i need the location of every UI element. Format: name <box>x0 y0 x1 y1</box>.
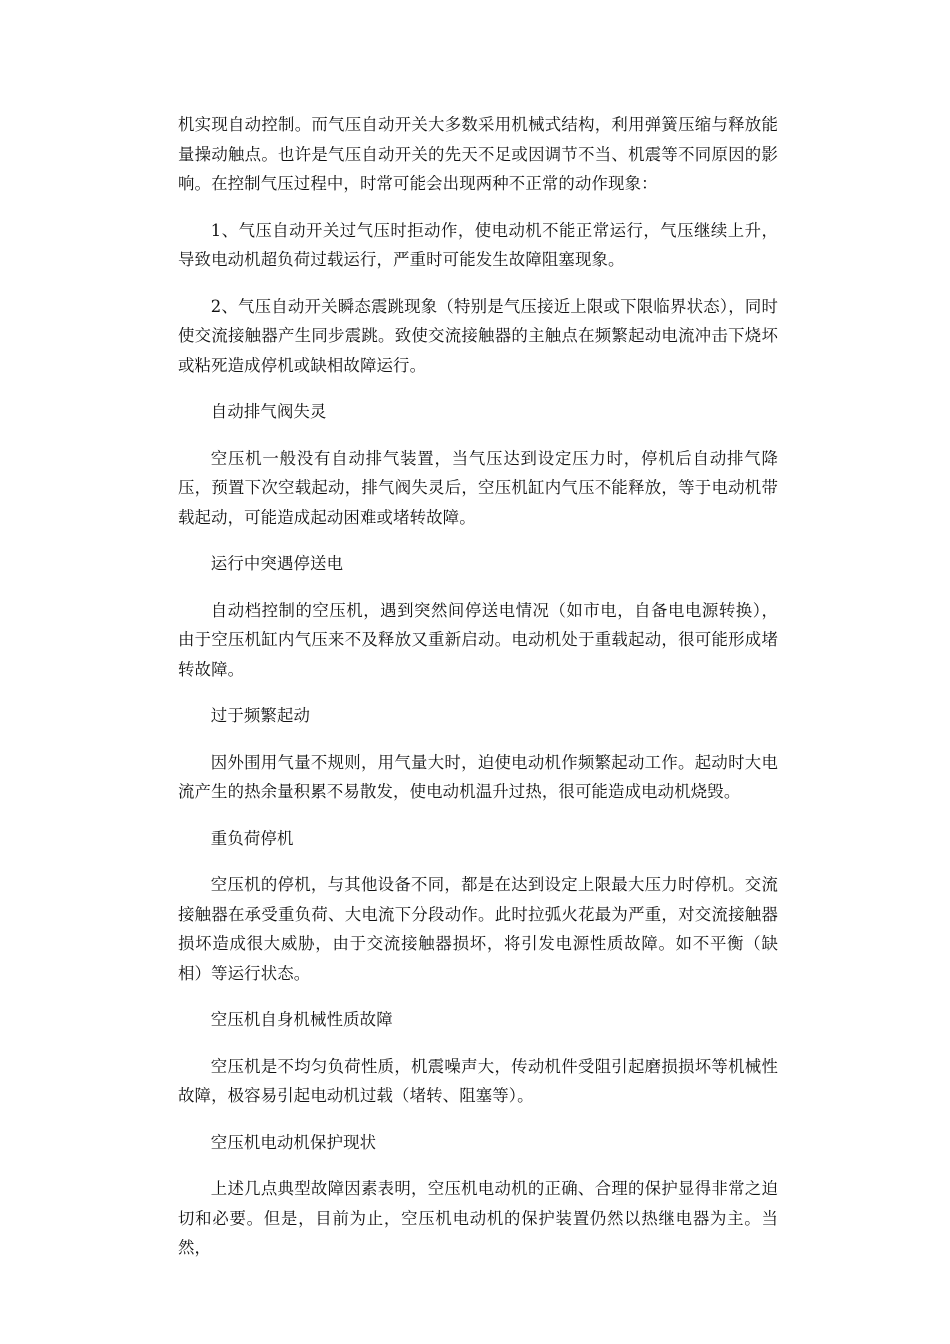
section-heading-frequent-start: 过于频繁起动 <box>210 706 311 725</box>
paragraph-protection-status: 上述几点典型故障因素表明，空压机电动机的正确、合理的保护显得非常之迫切和必要。但是，目前为止，空压机电动机的保护装置仍然以热继电器为主。当然， <box>178 1179 778 1257</box>
paragraph-exhaust-valve: 空压机一般没有自动排气装置，当气压达到设定压力时，停机后自动排气降压，预置下次空载起动，排气阀失灵后，空压机缸内气压不能释放，等于电动机带载起动，可能造成起动困难或堵转故障。 <box>178 448 778 527</box>
paragraph-frequent-start: 因外围用气量不规则，用气量大时，迫使电动机作频繁起动工作。起动时大电流产生的热余量积累不易散发，使电动机温升过热，很可能造成电动机烧毁。 <box>178 752 778 801</box>
section-heading-mechanical-fault: 空压机自身机械性质故障 <box>210 1010 393 1029</box>
paragraph-power-outage: 自动档控制的空压机，遇到突然间停送电情况（如市电，自备电电源转换），由于空压机缸内气压来不及释放又重新启动。电动机处于重载起动，很可能形成堵转故障。 <box>178 600 778 679</box>
paragraph-heavy-load-stop: 空压机的停机，与其他设备不同，都是在达到设定上限最大压力时停机。交流接触器在承受重负荷、大电流下分段动作。此时拉弧火花最为严重，对交流接触器损坏造成很大威胁，由于交流接触器损坏，将引发电源性质故障。如不平衡（缺相）等运行状态。 <box>178 875 778 983</box>
document-page <box>178 110 778 1280</box>
section-heading-exhaust-valve: 自动排气阀失灵 <box>210 402 327 421</box>
paragraph-intro-continuation: 机实现自动控制。而气压自动开关大多数采用机械式结构，利用弹簧压缩与释放能量操动触点。也许是气压自动开关的先天不足或因调节不当、机震等不同原因的影响。在控制气压过程中，时常可能会出现两种不正常的动作现象： <box>178 115 778 193</box>
paragraph-item-1: 1、气压自动开关过气压时拒动作，使电动机不能正常运行，气压继续上升，导致电动机超负荷过载运行，严重时可能发生故障阻塞现象。 <box>178 220 778 269</box>
section-heading-power-outage: 运行中突遇停送电 <box>210 554 344 573</box>
paragraph-item-2: 2、气压自动开关瞬态震跳现象（特别是气压接近上限或下限临界状态），同时使交流接触器产生同步震跳。致使交流接触器的主触点在频繁起动电流冲击下烧坏或粘死造成停机或缺相故障运行。 <box>178 296 778 375</box>
section-heading-heavy-load-stop: 重负荷停机 <box>210 828 294 848</box>
section-heading-protection-status: 空压机电动机保护现状 <box>210 1132 377 1152</box>
paragraph-mechanical-fault: 空压机是不均匀负荷性质，机震噪声大，传动机件受阻引起磨损损坏等机械性故障，极容易引起电动机过载（堵转、阻塞等）。 <box>178 1056 778 1105</box>
